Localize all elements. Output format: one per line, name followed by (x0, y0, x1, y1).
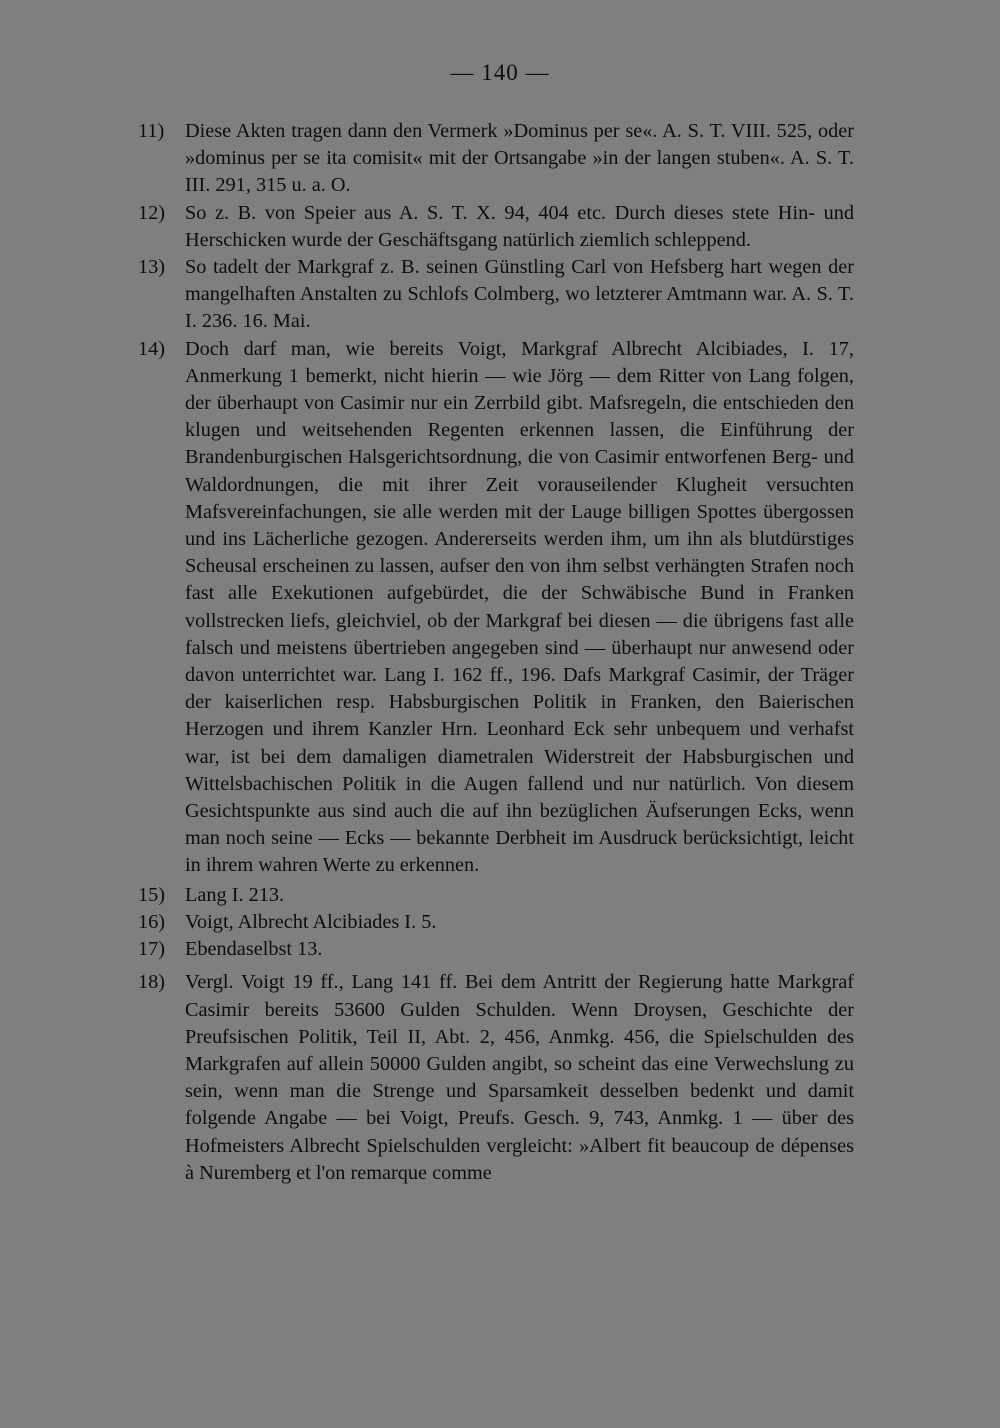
footnote-text: Vergl. Voigt 19 ff., Lang 141 ff. Bei dem Antritt der Regierung hatte Markgraf Casimir bereits 53600 Gulden Schulden. Wenn Droysen, Geschichte der Preufsischen Politik, Teil II, Abt. 2, 456, Anmkg. 456, die Spielschulden des Markgrafen auf allein 50000 Gulden angibt, so scheint das eine Verwechslung zu sein, wenn man die Strenge und Sparsamkeit desselben bedenkt und damit folgende Angabe — bei Voigt, Preufs. Gesch. 9, 743, Anmkg. 1 — über des Hofmeisters Albrecht Spielschulden vergleicht: »Albert fit beaucoup de dépenses à Nuremberg et l'on remarque comme (185, 971, 854, 1184)
footnote-text: Voigt, Albrecht Alcibiades I. 5. (185, 910, 437, 933)
footnote-number: 16) (138, 910, 166, 933)
footnote-text: So z. B. von Speier aus A. S. T. X. 94, 404 etc. Durch dieses stete Hin- und Herschicken wurde der Geschäftsgang natürlich ziemlich schleppend. (185, 201, 854, 251)
footnote-14 (138, 336, 854, 880)
footnote-13 (138, 254, 854, 336)
footnote-text: Lang I. 213. (185, 883, 285, 906)
footnote-text: So tadelt der Markgraf z. B. seinen Günstling Carl von Hefsberg hart wegen der mangelhaften Anstalten zu Schlofs Colmberg, wo letzterer Amtmann war. A. S. T. I. 236. 16. Mai. (185, 256, 854, 333)
footnote-text: Doch darf man, wie bereits Voigt, Markgraf Albrecht Alcibiades, I. 17, Anmerkung 1 bemerkt, nicht hierin — wie Jörg — dem Ritter von Lang folgen, der überhaupt von Casimir nur ein Zerrbild gibt. Mafsregeln, die entschieden den klugen und weitsehenden Regenten erkennen lassen, die Einführung der Brandenburgischen Halsgerichtsordnung, die von Casimir entworfenen Berg- und Waldordnungen, die mit ihrer Zeit vorauseilender Klugheit versuchten Mafsvereinfachungen, sie alle werden mit der Lauge billigen Spottes übergossen und ins Lächerliche gezogen. Andererseits werden ihm, um ihn als blutdürstiges Scheusal erscheinen zu lassen, aufser den von ihm selbst verhängten Strafen noch fast alle Exekutionen aufgebürdet, die der Schwäbische Bund in Franken vollstrecken liefs, gleichviel, ob der Markgraf bei diesen — die übrigens fast alle falsch und meistens übertrieben angegeben sind — überhaupt nur anwesend oder davon unterrichtet war. Lang I. 162 ff., 196. Dafs Markgraf Casimir, der Träger der kaiserlichen resp. Habsburgischen Politik in Franken, den Baierischen Herzogen und ihrem Kanzler Hrn. Leonhard Eck sehr unbequem und verhafst war, ist bei dem damaligen diametralen Widerstreit der Habsburgischen und Wittelsbachischen Politik in die Augen fallend und nur natürlich. Von diesem Gesichtspunkte aus sind auch die auf ihn bezüglichen Äufserungen Ecks, wenn man noch seine — Ecks — bekannte Derbheit im Ausdruck berücksichtigt, leicht in ihrem wahren Werte zu erkennen. (185, 337, 854, 877)
footnote-12 (138, 200, 854, 254)
footnote-text: Ebendaselbst 13. (185, 938, 323, 961)
footnote-15 (138, 882, 854, 909)
footnote-number: 13) (138, 256, 166, 279)
footnote-11 (138, 118, 854, 200)
footnote-18 (138, 969, 854, 1187)
footnote-number: 14) (138, 337, 166, 360)
page-number: — 140 — (450, 60, 550, 85)
footnote-number: 12) (138, 201, 166, 224)
footnote-number: 17) (138, 938, 166, 961)
footnote-number: 18) (138, 971, 166, 994)
footnote-17 (138, 936, 854, 963)
footnote-16 (138, 909, 854, 936)
footnotes (138, 118, 854, 1187)
footnote-number: 11) (138, 120, 165, 142)
footnote-text: Diese Akten tragen dann den Vermerk »Dominus per se«. A. S. T. VIII. 525, oder »dominus per se ita comisit« mit der Ortsangabe »in der langen stuben«. A. S. T. III. 291, 315 u. a. O. (185, 120, 854, 197)
footnote-number: 15) (138, 883, 166, 906)
